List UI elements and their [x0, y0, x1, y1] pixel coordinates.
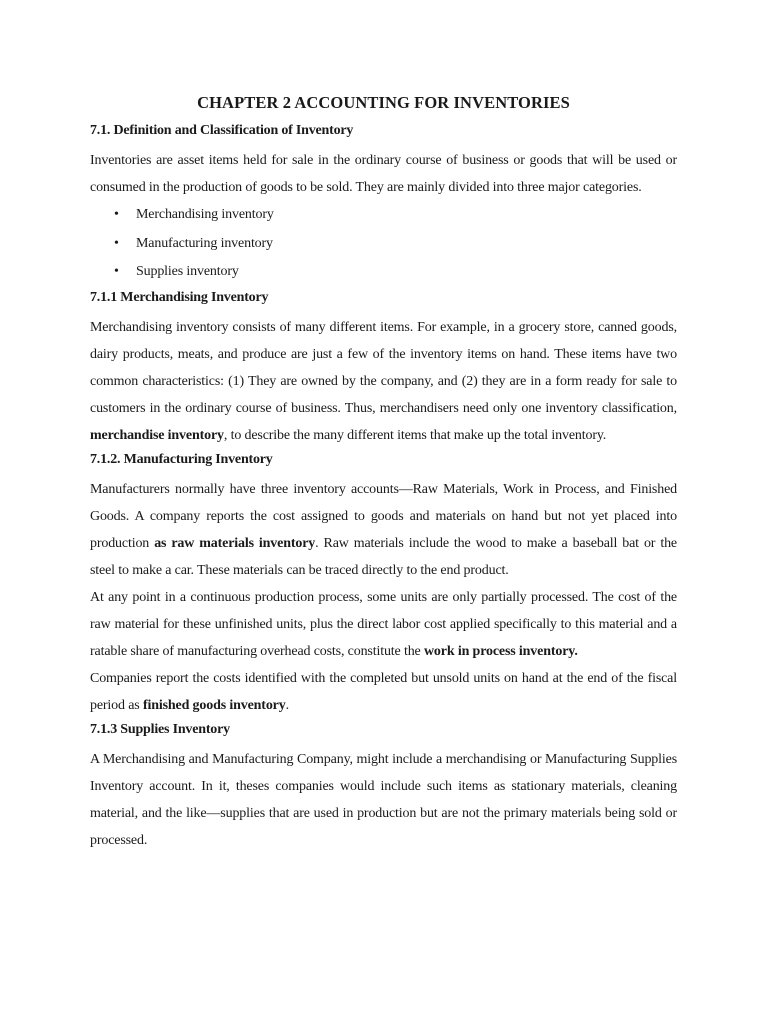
list-item-text: Merchandising inventory: [136, 207, 274, 222]
list-item: [90, 258, 677, 287]
supplies-paragraph: A Merchandising and Manufacturing Company, might include a merchandising or Manufacturing Supplies Inventory account. In it, theses companies would include such items as stationary materials, cleaning material, and the like—supplies that are used in production but are not the primary materials being sold or processed.: [90, 751, 677, 848]
chapter-title: CHAPTER 2 ACCOUNTING FOR INVENTORIES: [197, 93, 570, 112]
merchandising-paragraph: [90, 314, 677, 449]
bullet-icon: •: [114, 264, 119, 279]
section-7-1-1: [90, 287, 677, 449]
text-run: , to describe the many different items that make up the total inventory.: [223, 427, 607, 443]
manufacturing-paragraph-3: [90, 665, 677, 719]
inventory-categories-list: [90, 201, 677, 287]
list-item-text: Supplies inventory: [136, 264, 239, 279]
section-heading-7-1: 7.1. Definition and Classification of Inventory: [90, 123, 354, 138]
list-item: [90, 230, 677, 259]
text-run: Manufacturers normally have three inventory accounts—Raw Materials, Work in Process, and Finished Goods. A company reports the cost assigned to goods and materials on hand but not yet placed into production: [90, 481, 677, 551]
bold-term: work in process inventory.: [423, 643, 578, 659]
list-item: [90, 201, 677, 230]
section-heading-7-1-2: 7.1.2. Manufacturing Inventory: [90, 451, 273, 467]
bullet-icon: •: [114, 235, 119, 251]
bullet-icon: •: [114, 207, 119, 222]
section-heading-7-1-3: 7.1.3 Supplies Inventory: [90, 721, 230, 737]
section-heading-7-1-1: 7.1.1 Merchandising Inventory: [90, 289, 269, 305]
definition-paragraph: Inventories are asset items held for sale in the ordinary course of business or goods that will be used or consumed in the production of goods to be sold. They are mainly divided into three major categories.: [90, 153, 677, 195]
text-run: . Raw materials include the wood to make a baseball bat or the steel to make a car. These materials can be traced directly to the end product.: [90, 535, 677, 578]
bold-term: finished goods inventory: [142, 697, 286, 713]
section-7-1: [90, 120, 677, 287]
text-run: Companies report the costs identified with the completed but unsold units on hand at the end of the fiscal period as: [90, 670, 677, 713]
manufacturing-paragraph-1: [90, 476, 677, 584]
section-7-1-3: [90, 719, 677, 854]
document-page: [90, 92, 677, 854]
list-item-text: Manufacturing inventory: [136, 235, 273, 251]
section-7-1-2: [90, 449, 677, 719]
manufacturing-paragraph-2: [90, 584, 677, 665]
text-run: Merchandising inventory consists of many different items. For example, in a grocery store, canned goods, dairy products, meats, and produce are just a few of the inventory items on hand. These items have two common characteristics: (1) They are owned by the company, and (2) they are in a form ready for sale to customers in the ordinary course of business. Thus, merchandisers need only one inventory classification,: [90, 319, 677, 416]
bold-term: merchandise inventory: [90, 427, 224, 443]
bold-term: as raw materials inventory: [154, 535, 316, 551]
text-run: .: [285, 697, 289, 713]
text-run: At any point in a continuous production process, some units are only partially processed. The cost of the raw material for these unfinished units, plus the direct labor cost applied specifically to this material and a ratable share of manufacturing overhead costs, constitute the: [90, 589, 677, 659]
